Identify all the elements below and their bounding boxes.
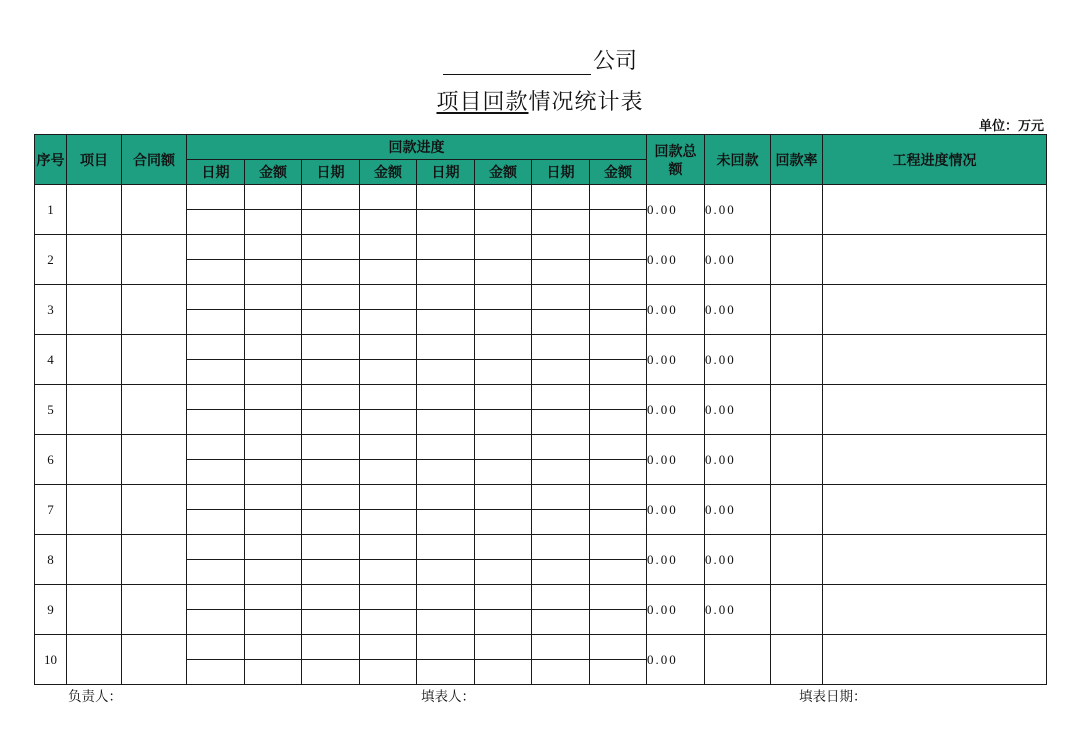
payment-date-cell xyxy=(302,610,360,635)
project-cell xyxy=(67,235,122,285)
payment-date-cell xyxy=(302,660,360,685)
total-collected-cell: 0.00 xyxy=(647,435,705,485)
header-row-main xyxy=(35,135,1047,160)
header-seq: 序号 xyxy=(35,135,67,185)
payment-date-cell xyxy=(302,210,360,235)
payment-amount-cell xyxy=(245,510,302,535)
payment-date-cell xyxy=(532,510,590,535)
collection-rate-cell xyxy=(771,535,823,585)
header-collection-progress: 回款进度 xyxy=(187,135,647,160)
footer-preparer-label: 填表人： xyxy=(421,689,475,704)
payment-date-cell xyxy=(532,260,590,285)
payment-amount-cell xyxy=(475,585,532,610)
payment-date-cell xyxy=(302,235,360,260)
payment-date-cell xyxy=(187,660,245,685)
payment-date-cell xyxy=(187,210,245,235)
collection-rate-cell xyxy=(771,585,823,635)
payment-date-cell xyxy=(532,485,590,510)
payment-date-cell xyxy=(417,335,475,360)
payment-amount-cell xyxy=(475,535,532,560)
project-cell xyxy=(67,285,122,335)
payment-amount-cell xyxy=(475,385,532,410)
payment-date-cell xyxy=(302,585,360,610)
payment-date-cell xyxy=(187,510,245,535)
payment-date-cell xyxy=(302,185,360,210)
payment-date-cell xyxy=(302,385,360,410)
project-progress-cell xyxy=(823,285,1047,335)
payment-date-cell xyxy=(302,410,360,435)
payment-amount-cell xyxy=(360,560,417,585)
payment-amount-cell xyxy=(475,260,532,285)
payment-amount-cell xyxy=(360,610,417,635)
payment-date-cell xyxy=(187,560,245,585)
payment-date-cell xyxy=(417,435,475,460)
payment-amount-cell xyxy=(590,460,647,485)
payment-amount-cell xyxy=(475,510,532,535)
payment-date-cell xyxy=(187,435,245,460)
payment-date-cell xyxy=(417,510,475,535)
payment-amount-cell xyxy=(360,485,417,510)
payment-amount-cell xyxy=(245,460,302,485)
payment-amount-cell xyxy=(360,285,417,310)
unit-label: 单位：万元 xyxy=(978,118,1044,133)
payment-date-cell xyxy=(187,260,245,285)
payment-date-cell xyxy=(302,485,360,510)
payment-date-cell xyxy=(417,385,475,410)
payment-date-cell xyxy=(417,585,475,610)
payment-amount-cell xyxy=(475,485,532,510)
payment-date-cell xyxy=(302,635,360,660)
row-number-cell: 9 xyxy=(35,585,67,635)
payment-amount-cell xyxy=(590,235,647,260)
payment-amount-cell xyxy=(590,535,647,560)
table-row xyxy=(35,435,1047,460)
header-amount: 金额 xyxy=(360,160,417,185)
payment-date-cell xyxy=(187,535,245,560)
payment-amount-cell xyxy=(245,285,302,310)
row-number-cell: 3 xyxy=(35,285,67,335)
payment-amount-cell xyxy=(245,385,302,410)
payment-amount-cell xyxy=(590,610,647,635)
payment-amount-cell xyxy=(590,435,647,460)
payment-amount-cell xyxy=(360,635,417,660)
table-row xyxy=(35,635,1047,660)
payment-date-cell xyxy=(187,410,245,435)
header-date: 日期 xyxy=(187,160,245,185)
payment-date-cell xyxy=(532,460,590,485)
payment-amount-cell xyxy=(245,535,302,560)
payment-date-cell xyxy=(532,535,590,560)
header-date: 日期 xyxy=(302,160,360,185)
payment-amount-cell xyxy=(245,185,302,210)
payment-amount-cell xyxy=(245,435,302,460)
payment-date-cell xyxy=(532,585,590,610)
contract-amount-cell xyxy=(122,485,187,535)
payment-amount-cell xyxy=(475,560,532,585)
contract-amount-cell xyxy=(122,535,187,585)
table-row xyxy=(35,235,1047,260)
payment-amount-cell xyxy=(475,460,532,485)
header-date: 日期 xyxy=(532,160,590,185)
payment-date-cell xyxy=(532,560,590,585)
payment-amount-cell xyxy=(360,435,417,460)
uncollected-cell: 0.00 xyxy=(705,435,771,485)
payment-date-cell xyxy=(417,560,475,585)
payment-amount-cell xyxy=(360,585,417,610)
contract-amount-cell xyxy=(122,235,187,285)
payment-amount-cell xyxy=(475,635,532,660)
row-number-cell: 7 xyxy=(35,485,67,535)
total-collected-cell: 0.00 xyxy=(647,235,705,285)
payment-date-cell xyxy=(417,535,475,560)
payment-amount-cell xyxy=(590,335,647,360)
project-progress-cell xyxy=(823,635,1047,685)
payment-date-cell xyxy=(187,335,245,360)
table-row xyxy=(35,535,1047,560)
payment-amount-cell xyxy=(475,435,532,460)
row-number-cell: 10 xyxy=(35,635,67,685)
uncollected-cell: 0.00 xyxy=(705,335,771,385)
project-cell xyxy=(67,185,122,235)
row-number-cell: 4 xyxy=(35,335,67,385)
company-suffix: 公司 xyxy=(592,48,637,73)
collection-rate-cell xyxy=(771,235,823,285)
row-number-cell: 1 xyxy=(35,185,67,235)
payment-date-cell xyxy=(417,310,475,335)
payment-amount-cell xyxy=(360,460,417,485)
project-cell xyxy=(67,485,122,535)
payment-date-cell xyxy=(417,360,475,385)
collection-rate-cell xyxy=(771,185,823,235)
total-collected-cell: 0.00 xyxy=(647,485,705,535)
payment-date-cell xyxy=(187,310,245,335)
payment-date-cell xyxy=(187,385,245,410)
payment-amount-cell xyxy=(360,510,417,535)
payment-amount-cell xyxy=(245,235,302,260)
payment-amount-cell xyxy=(590,310,647,335)
payment-amount-cell xyxy=(475,310,532,335)
payment-amount-cell xyxy=(590,410,647,435)
table-row xyxy=(35,335,1047,360)
payment-amount-cell xyxy=(590,210,647,235)
footer-owner-label: 负责人： xyxy=(68,689,122,704)
payment-date-cell xyxy=(417,285,475,310)
uncollected-cell: 0.00 xyxy=(705,285,771,335)
table-row xyxy=(35,485,1047,510)
project-progress-cell xyxy=(823,435,1047,485)
header-contract-amount: 合同额 xyxy=(122,135,187,185)
uncollected-cell: 0.00 xyxy=(705,235,771,285)
project-progress-cell xyxy=(823,585,1047,635)
payment-amount-cell xyxy=(360,410,417,435)
collection-rate-cell xyxy=(771,385,823,435)
header-amount: 金额 xyxy=(590,160,647,185)
project-progress-cell xyxy=(823,535,1047,585)
header-amount: 金额 xyxy=(475,160,532,185)
payment-date-cell xyxy=(532,660,590,685)
project-progress-cell xyxy=(823,235,1047,285)
header-amount: 金额 xyxy=(245,160,302,185)
payment-date-cell xyxy=(417,635,475,660)
table-body xyxy=(35,185,1047,685)
report-title-rest: 情况统计表 xyxy=(528,89,644,114)
payment-amount-cell xyxy=(360,335,417,360)
payment-date-cell xyxy=(417,185,475,210)
payment-date-cell xyxy=(532,185,590,210)
collection-rate-cell xyxy=(771,435,823,485)
project-progress-cell xyxy=(823,385,1047,435)
report-title-underlined: 项目回款 xyxy=(436,89,529,114)
header-project: 项目 xyxy=(67,135,122,185)
project-cell xyxy=(67,635,122,685)
total-collected-cell: 0.00 xyxy=(647,185,705,235)
payment-date-cell xyxy=(302,285,360,310)
header-total-collected: 回款总额 xyxy=(647,135,705,185)
project-progress-cell xyxy=(823,485,1047,535)
header-project-progress: 工程进度情况 xyxy=(823,135,1047,185)
payment-date-cell xyxy=(532,285,590,310)
payment-date-cell xyxy=(187,610,245,635)
payment-amount-cell xyxy=(475,210,532,235)
project-cell xyxy=(67,535,122,585)
payment-amount-cell xyxy=(245,410,302,435)
uncollected-cell: 0.00 xyxy=(705,585,771,635)
payment-amount-cell xyxy=(475,235,532,260)
contract-amount-cell xyxy=(122,285,187,335)
payment-date-cell xyxy=(532,610,590,635)
payment-date-cell xyxy=(187,460,245,485)
payment-date-cell xyxy=(417,210,475,235)
payment-amount-cell xyxy=(475,410,532,435)
company-heading xyxy=(0,47,1080,75)
payment-amount-cell xyxy=(245,210,302,235)
payment-amount-cell xyxy=(360,235,417,260)
payment-amount-cell xyxy=(360,660,417,685)
project-progress-cell xyxy=(823,185,1047,235)
payment-date-cell xyxy=(532,410,590,435)
row-number-cell: 8 xyxy=(35,535,67,585)
payment-date-cell xyxy=(187,635,245,660)
payment-date-cell xyxy=(417,260,475,285)
payment-amount-cell xyxy=(245,660,302,685)
total-collected-cell: 0.00 xyxy=(647,635,705,685)
collection-rate-cell xyxy=(771,635,823,685)
payment-amount-cell xyxy=(245,585,302,610)
payment-amount-cell xyxy=(245,485,302,510)
project-progress-cell xyxy=(823,335,1047,385)
project-cell xyxy=(67,385,122,435)
payment-amount-cell xyxy=(245,360,302,385)
payment-amount-cell xyxy=(245,610,302,635)
payment-amount-cell xyxy=(475,610,532,635)
payment-amount-cell xyxy=(590,585,647,610)
payment-amount-cell xyxy=(590,660,647,685)
payment-amount-cell xyxy=(360,260,417,285)
payment-date-cell xyxy=(187,585,245,610)
payment-date-cell xyxy=(302,260,360,285)
collection-rate-cell xyxy=(771,485,823,535)
payment-date-cell xyxy=(417,485,475,510)
payment-amount-cell xyxy=(475,360,532,385)
uncollected-cell: 0.00 xyxy=(705,535,771,585)
payment-amount-cell xyxy=(360,185,417,210)
payment-date-cell xyxy=(532,385,590,410)
payment-date-cell xyxy=(187,360,245,385)
contract-amount-cell xyxy=(122,385,187,435)
payment-amount-cell xyxy=(475,185,532,210)
uncollected-cell: 0.00 xyxy=(705,385,771,435)
table-row xyxy=(35,585,1047,610)
total-collected-cell: 0.00 xyxy=(647,385,705,435)
contract-amount-cell xyxy=(122,185,187,235)
table-row xyxy=(35,285,1047,310)
payment-date-cell xyxy=(302,560,360,585)
payment-amount-cell xyxy=(590,385,647,410)
collection-table xyxy=(34,134,1047,685)
header-collection-rate: 回款率 xyxy=(771,135,823,185)
payment-date-cell xyxy=(532,210,590,235)
payment-date-cell xyxy=(532,360,590,385)
payment-date-cell xyxy=(302,510,360,535)
payment-date-cell xyxy=(532,435,590,460)
payment-date-cell xyxy=(532,235,590,260)
company-name-blank-line xyxy=(443,48,591,75)
row-number-cell: 2 xyxy=(35,235,67,285)
payment-amount-cell xyxy=(475,660,532,685)
payment-date-cell xyxy=(532,635,590,660)
payment-amount-cell xyxy=(475,335,532,360)
payment-date-cell xyxy=(417,660,475,685)
payment-date-cell xyxy=(187,485,245,510)
contract-amount-cell xyxy=(122,335,187,385)
payment-date-cell xyxy=(187,235,245,260)
payment-amount-cell xyxy=(590,360,647,385)
project-cell xyxy=(67,585,122,635)
table-row xyxy=(35,185,1047,210)
payment-amount-cell xyxy=(590,560,647,585)
payment-amount-cell xyxy=(360,310,417,335)
report-title xyxy=(0,88,1080,116)
payment-date-cell xyxy=(302,360,360,385)
payment-amount-cell xyxy=(245,635,302,660)
project-cell xyxy=(67,435,122,485)
total-collected-cell: 0.00 xyxy=(647,585,705,635)
total-collected-cell: 0.00 xyxy=(647,535,705,585)
table-header xyxy=(35,135,1047,185)
total-collected-cell: 0.00 xyxy=(647,285,705,335)
payment-amount-cell xyxy=(590,185,647,210)
payment-date-cell xyxy=(302,435,360,460)
payment-amount-cell xyxy=(245,260,302,285)
payment-amount-cell xyxy=(590,510,647,535)
payment-amount-cell xyxy=(360,385,417,410)
payment-date-cell xyxy=(187,185,245,210)
payment-amount-cell xyxy=(245,560,302,585)
payment-date-cell xyxy=(302,460,360,485)
payment-amount-cell xyxy=(245,310,302,335)
payment-date-cell xyxy=(417,410,475,435)
payment-amount-cell xyxy=(590,285,647,310)
payment-amount-cell xyxy=(360,535,417,560)
payment-date-cell xyxy=(532,310,590,335)
project-cell xyxy=(67,335,122,385)
collection-rate-cell xyxy=(771,285,823,335)
header-uncollected: 未回款 xyxy=(705,135,771,185)
row-number-cell: 6 xyxy=(35,435,67,485)
payment-amount-cell xyxy=(590,485,647,510)
uncollected-cell: 0.00 xyxy=(705,185,771,235)
payment-amount-cell xyxy=(475,285,532,310)
table-row xyxy=(35,385,1047,410)
contract-amount-cell xyxy=(122,585,187,635)
contract-amount-cell xyxy=(122,635,187,685)
payment-date-cell xyxy=(417,460,475,485)
uncollected-cell: 0.00 xyxy=(705,485,771,535)
payment-date-cell xyxy=(417,235,475,260)
payment-amount-cell xyxy=(245,335,302,360)
payment-date-cell xyxy=(187,285,245,310)
collection-rate-cell xyxy=(771,335,823,385)
payment-date-cell xyxy=(302,535,360,560)
row-number-cell: 5 xyxy=(35,385,67,435)
payment-amount-cell xyxy=(590,260,647,285)
payment-date-cell xyxy=(417,610,475,635)
payment-amount-cell xyxy=(360,360,417,385)
payment-amount-cell xyxy=(590,635,647,660)
payment-date-cell xyxy=(302,335,360,360)
payment-amount-cell xyxy=(360,210,417,235)
payment-date-cell xyxy=(302,310,360,335)
total-collected-cell: 0.00 xyxy=(647,335,705,385)
footer-date-label: 填表日期： xyxy=(799,689,867,704)
contract-amount-cell xyxy=(122,435,187,485)
payment-date-cell xyxy=(532,335,590,360)
header-date: 日期 xyxy=(417,160,475,185)
uncollected-cell xyxy=(705,635,771,685)
